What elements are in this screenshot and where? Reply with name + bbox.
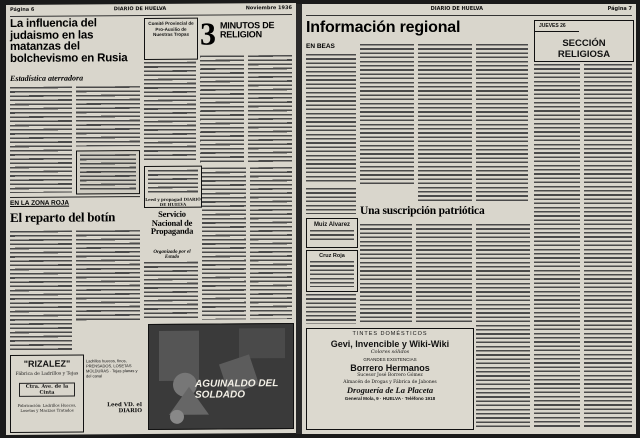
regional-col-1b — [306, 294, 356, 324]
minutos-title: MINUTOS DE RELIGION — [220, 20, 275, 40]
minutos-col-2 — [248, 55, 292, 163]
regional-snippet — [306, 188, 356, 214]
seccion-religiosa-title: SECCIÓN RELIGIOSA — [557, 38, 611, 60]
small-ad-box — [76, 150, 140, 194]
rizalez-ad — [10, 354, 84, 433]
servicio-body — [144, 262, 198, 320]
aguinaldo-text: AGUINALDO DEL SOLDADO — [195, 378, 279, 401]
suscripcion-col-1 — [360, 224, 412, 324]
minutos-col-1 — [200, 55, 244, 163]
aviso-text: Leed y propagad DIARIO DE HUELVA — [145, 196, 201, 207]
religiosa-col-1 — [534, 64, 580, 428]
beas-headline: EN BEAS — [306, 43, 335, 50]
left-page — [6, 3, 296, 435]
botin-body-col-1 — [10, 231, 72, 351]
suscripcion-headline: Una suscripción patriótica — [360, 205, 485, 217]
aguinaldo-ad — [148, 323, 294, 430]
left-running-header — [10, 5, 292, 17]
ladrillos-ad: Ladrillos huecos, finos, PRENSADOS, LOSETAS MOLDURAS · Tejas planas y del canal — [86, 358, 138, 379]
borrero-title: Borrero Hermanos — [350, 363, 430, 373]
right-page — [302, 4, 636, 434]
muiz-ad — [306, 218, 358, 248]
tintes-colores: Colores sólidos — [370, 349, 410, 355]
section-label-zona-roja: EN LA ZONA ROJA — [10, 199, 70, 207]
mid-col-4 — [250, 167, 292, 319]
leed-diario-note: Leed VD. el DIARIO — [107, 402, 142, 415]
drogas-line: Almacén de Drogas y Fábrica de Jabones — [343, 380, 437, 385]
servicio-headline: Servicio Nacional de Propaganda — [150, 208, 194, 237]
comite-box — [144, 18, 198, 60]
suscripcion-col-3 — [476, 224, 530, 428]
regional-col-3 — [418, 44, 472, 202]
aviso-box — [144, 166, 202, 208]
jueves-label: JUEVES 26 — [535, 21, 579, 32]
tintes-title: TINTES DOMÉSTICOS — [352, 331, 428, 337]
botin-body-col-2 — [76, 230, 140, 320]
right-header-page: Página 7 — [607, 6, 632, 12]
info-regional-headline: Información regional — [306, 19, 461, 36]
left-header-page: Página 6 — [10, 6, 35, 13]
lead-headline: La influencia del judaismo en las matanzas del bolchevismo en Rusia — [10, 17, 128, 66]
comite-title: Comité Provincial de Pro-Auxilio de Nuestras Tropas — [148, 20, 194, 37]
botin-headline: El reparto del botín — [10, 209, 116, 225]
rizalez-line-1: Fábrica de Ladrillos y Tejas — [15, 371, 79, 377]
regional-col-1 — [306, 54, 356, 184]
left-header-date: Noviembre 1936 — [245, 5, 292, 12]
left-header-paper: DIARIO DE HUELVA — [113, 5, 167, 13]
direccion-line: General Mola, 9 · HUELVA · Teléfono 1918 — [344, 396, 436, 401]
regional-col-2 — [360, 44, 414, 184]
tintes-ad — [306, 328, 474, 430]
right-running-header — [306, 6, 632, 16]
tintes-brand: Gevi, Invencible y Wiki-Wiki — [330, 339, 450, 349]
cruz-roja-box — [306, 250, 358, 292]
servicio-subtitle: Organizado por el Estado — [153, 249, 191, 261]
borrero-sub: Sucesor José Borrero Gómez — [357, 373, 423, 378]
divider — [10, 196, 140, 198]
minutos-number: 3 — [200, 15, 216, 52]
aguinaldo-illustration — [149, 324, 293, 429]
newspaper-spread — [6, 4, 634, 434]
rizalez-name: "RIZALEZ" — [23, 358, 71, 369]
cruz-roja-title: Cruz Roja — [319, 253, 345, 259]
rizalez-line-3: Fabricación: Ladrillos Huecos, Losetas y Macizos Tratados — [17, 402, 77, 413]
rizalez-line-2: Ctra. Ave. de la Cinta — [19, 383, 75, 397]
tintes-existencias: GRANDES EXISTENCIAS — [363, 357, 417, 362]
seccion-religiosa-header — [534, 20, 634, 62]
right-header-paper: DIARIO DE HUELVA — [430, 6, 484, 12]
drogueria-title: Droguería de La Placeta — [346, 385, 434, 395]
muiz-title: Muiz Alvarez — [313, 222, 351, 228]
comite-body — [144, 62, 196, 162]
lead-body-col-1 — [10, 87, 72, 193]
lead-body-col-2 — [76, 86, 140, 146]
regional-col-4 — [476, 44, 528, 202]
suscripcion-col-2 — [416, 224, 472, 324]
religiosa-col-2 — [584, 64, 632, 428]
lead-subtitle: Estadística aterradora — [10, 73, 84, 83]
mid-col-3 — [202, 167, 246, 319]
